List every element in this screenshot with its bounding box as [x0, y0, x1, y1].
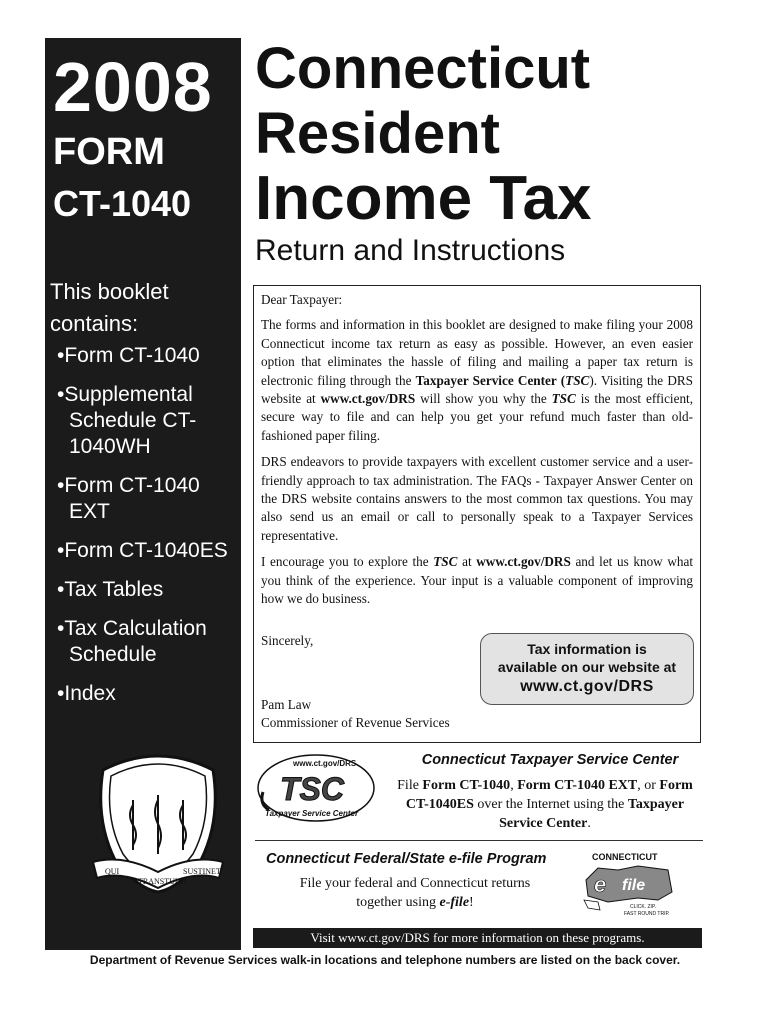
efile-logo-tag-2: FAST ROUND TRIP. [624, 911, 670, 917]
efile-logo-file: file [622, 877, 646, 894]
website-callout [480, 633, 694, 705]
text-run: Form CT-1040ES [405, 778, 693, 812]
efile-logo-e: e [594, 872, 607, 897]
text-run: Form CT-1040 EXT [517, 778, 638, 793]
title-line-1: Connecticut [255, 36, 591, 101]
text-run: Taxpayer Service Center [415, 372, 557, 388]
contents-item: • Form CT-1040 [55, 343, 241, 369]
website-callout-line-1: Tax information is [527, 641, 647, 657]
contents-item: • Tax Tables [55, 577, 241, 603]
signer-title: Commissioner of Revenue Services [261, 715, 450, 730]
title-line-3: Income Tax [255, 164, 592, 233]
website-link[interactable]: www.ct.gov/DRS [320, 391, 416, 407]
contents-item: • Form CT-1040ES [55, 538, 241, 564]
booklet-contains-heading [50, 276, 236, 340]
text-run: TSC [551, 391, 576, 407]
letter-paragraph-1 [261, 316, 693, 445]
contents-item: • Tax Calculation Schedule [55, 616, 241, 668]
form-number: CT-1040 [53, 183, 192, 224]
efile-heading: Connecticut Federal/State e-file Program [266, 851, 547, 867]
tsc-logo-text: TSC [280, 771, 344, 807]
letter-paragraph-2: DRS endeavors to provide taxpayers with excellent customer service and a user-friendly approach to tax administration. The FAQs - Taxpayer Answer Center on the DRS website contains answers to the most common tax questions. You may also send us an email or call to personally speak to a Taxpayer Services representative. [261, 454, 693, 543]
text-run: . [587, 816, 591, 831]
text-run: The forms and information in this booklet are designed to make filing your 2008 Connecticut income tax return as easy as possible. However, an even easier option that eliminates the hassle of filing and mailing a paper tax return is electronic filing through the [261, 317, 693, 388]
text-run: Taxpayer Service Center [499, 797, 685, 831]
contents-item: • Form CT-1040 EXT [55, 473, 241, 525]
tsc-description [395, 776, 695, 833]
text-run: is the most efficient, secure way to file and can help you get your refund much faster than old-fashioned paper filing. [261, 391, 693, 443]
contains-line-2: contains: [50, 311, 139, 336]
text-run: , [510, 778, 518, 793]
contains-line-1: This booklet [50, 279, 169, 304]
contents-list [55, 343, 241, 720]
text-run: Form CT-1040 [422, 778, 511, 793]
contents-item: • Supplemental Schedule CT-1040WH [55, 382, 241, 460]
text-run: and let us know what you think of the experience. Your input is a valuable component of improving how we do business. [261, 554, 693, 607]
signer-name: Pam Law [261, 697, 312, 712]
section-divider [255, 840, 703, 841]
website-callout-url[interactable]: www.ct.gov/DRS [520, 678, 654, 695]
text-run: ! [469, 895, 474, 910]
tsc-heading: Connecticut Taxpayer Service Center [421, 752, 679, 768]
efile-logo-top: CONNECTICUT [592, 852, 658, 862]
form-year: 2008 [53, 48, 213, 126]
tsc-logo-icon [255, 752, 377, 824]
visit-website-bar: Visit www.ct.gov/DRS for more information on these programs. [253, 928, 702, 948]
text-run: at [457, 554, 477, 570]
connecticut-seal-icon [83, 750, 233, 900]
form-label: FORM [53, 131, 165, 173]
text-run: I encourage you to explore the [261, 554, 434, 570]
text-run: ( [556, 372, 566, 388]
tsc-logo-arc-bottom: Taxpayer Service Center [265, 809, 359, 818]
website-link[interactable]: www.ct.gov/DRS [476, 554, 571, 570]
tsc-logo-arc-top: www.ct.gov/DRS [293, 759, 357, 768]
title-line-2: Resident [255, 101, 500, 166]
letter-greeting: Dear Taxpayer: [261, 292, 343, 307]
efile-logo-icon [578, 848, 678, 918]
letter-paragraph-3 [261, 553, 693, 608]
text-run: over the Internet using the [473, 797, 628, 812]
text-run: File your federal and Connecticut returns together using [299, 876, 531, 910]
seal-motto-2: TRANSTULIT [138, 877, 188, 886]
text-run: TSC [433, 554, 458, 570]
text-run: TSC [565, 372, 590, 388]
text-run: File [397, 778, 423, 793]
contents-item: • Index [55, 681, 241, 707]
letter-box [253, 285, 701, 743]
text-run: , or [637, 778, 660, 793]
seal-motto-3: SUSTINET [183, 867, 221, 876]
subtitle: Return and Instructions [255, 234, 566, 267]
text-run: ). Visiting the DRS website at [261, 372, 693, 407]
letter-closing: Sincerely, [261, 633, 314, 648]
efile-description [295, 874, 535, 912]
efile-logo-tag-1: CLICK. ZIP. [630, 904, 657, 910]
footer-note: Department of Revenue Services walk-in locations and telephone numbers are listed on the back cover. [89, 953, 681, 967]
website-callout-line-2: available on our website at [497, 659, 677, 675]
seal-motto-1: QUI [105, 867, 120, 876]
text-run: e-file [439, 895, 470, 910]
letter-signature [261, 696, 450, 732]
text-run: will show you why the [415, 391, 552, 407]
